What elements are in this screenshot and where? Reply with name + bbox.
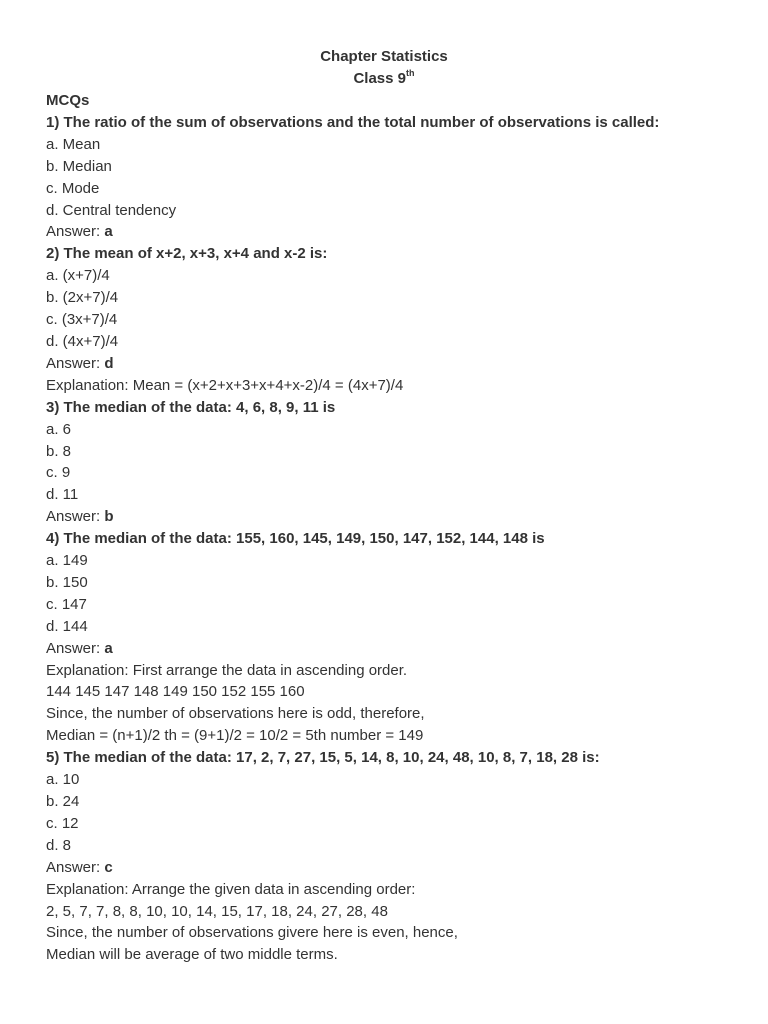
answer-value: b (104, 508, 114, 526)
answer-value: a (104, 223, 113, 241)
explanation-line: Median = (n+1)/2 th = (9+1)/2 = 10/2 = 5th number = 149 (46, 727, 424, 745)
answer-label: Answer: (46, 354, 105, 372)
class-title-superscript: th (406, 68, 415, 78)
answer-option: d. 8 (46, 836, 72, 854)
answer-option: d. 11 (46, 486, 79, 504)
explanation-line: 144 145 147 148 149 150 152 155 160 (46, 683, 305, 701)
answer-option: d. Central tendency (46, 201, 177, 219)
answer-line (46, 638, 722, 660)
answer-option: c. Mode (46, 179, 100, 197)
question-block (46, 397, 722, 528)
answer-option: b. (2x+7)/4 (46, 289, 119, 307)
question-block (46, 528, 722, 747)
explanation-line: 2, 5, 7, 7, 8, 8, 10, 10, 14, 15, 17, 18, 24, 27, 28, 48 (46, 902, 388, 920)
answer-label: Answer: (46, 858, 105, 876)
question-text: 3) The median of the data: 4, 6, 8, 9, 11 is (46, 398, 336, 416)
explanation-line: Explanation: First arrange the data in ascending order. (46, 661, 408, 679)
answer-option: d. 144 (46, 617, 88, 635)
answer-option: a. 6 (46, 420, 72, 438)
explanation-line: Median will be average of two middle terms. (46, 946, 338, 964)
answer-option: d. (4x+7)/4 (46, 332, 119, 350)
answer-option: b. Median (46, 157, 112, 175)
answer-line (46, 857, 722, 879)
answer-label: Answer: (46, 639, 105, 657)
section-label: MCQs (46, 92, 90, 109)
answer-label: Answer: (46, 508, 105, 526)
class-title (46, 68, 722, 90)
explanation-line: Explanation: Mean = (x+2+x+3+x+4+x-2)/4 = (4x+7)/4 (46, 376, 404, 394)
answer-line (46, 506, 722, 528)
answer-line (46, 221, 722, 243)
answer-option: b. 8 (46, 442, 72, 460)
answer-option: a. 149 (46, 552, 88, 570)
question-text: 5) The median of the data: 17, 2, 7, 27, 15, 5, 14, 8, 10, 24, 48, 10, 8, 7, 18, 28 is: (46, 749, 600, 767)
chapter-title: Chapter Statistics (320, 48, 448, 65)
questions-list (46, 112, 722, 966)
question-text: 4) The median of the data: 155, 160, 145, 149, 150, 147, 152, 144, 148 is (46, 530, 545, 548)
answer-option: b. 24 (46, 793, 80, 810)
answer-value: c (104, 858, 113, 876)
answer-option: a. Mean (46, 135, 101, 153)
question-text: 2) The mean of x+2, x+3, x+4 and x-2 is: (46, 245, 328, 263)
answer-value: d (104, 354, 114, 372)
answer-option: c. 9 (46, 464, 71, 482)
answer-option: a. (x+7)/4 (46, 267, 110, 285)
answer-label: Answer: (46, 223, 105, 241)
answer-line (46, 353, 722, 375)
explanation-line: Since, the number of observations here is odd, therefore, (46, 705, 425, 723)
answer-option: c. (3x+7)/4 (46, 311, 118, 329)
answer-option: b. 150 (46, 573, 88, 591)
title-block (46, 46, 722, 90)
question-block (46, 243, 722, 396)
class-title-text: Class 9 (353, 70, 407, 87)
question-text: 1) The ratio of the sum of observations and the total number of observations is called: (46, 113, 660, 131)
question-block (46, 747, 722, 966)
answer-option: c. 12 (46, 814, 79, 832)
answer-option: c. 147 (46, 595, 87, 613)
answer-option: a. 10 (46, 771, 80, 789)
question-block (46, 112, 722, 243)
answer-value: a (104, 639, 113, 657)
explanation-line: Since, the number of observations givere here is even, hence, (46, 924, 458, 942)
explanation-line: Explanation: Arrange the given data in ascending order: (46, 880, 416, 898)
